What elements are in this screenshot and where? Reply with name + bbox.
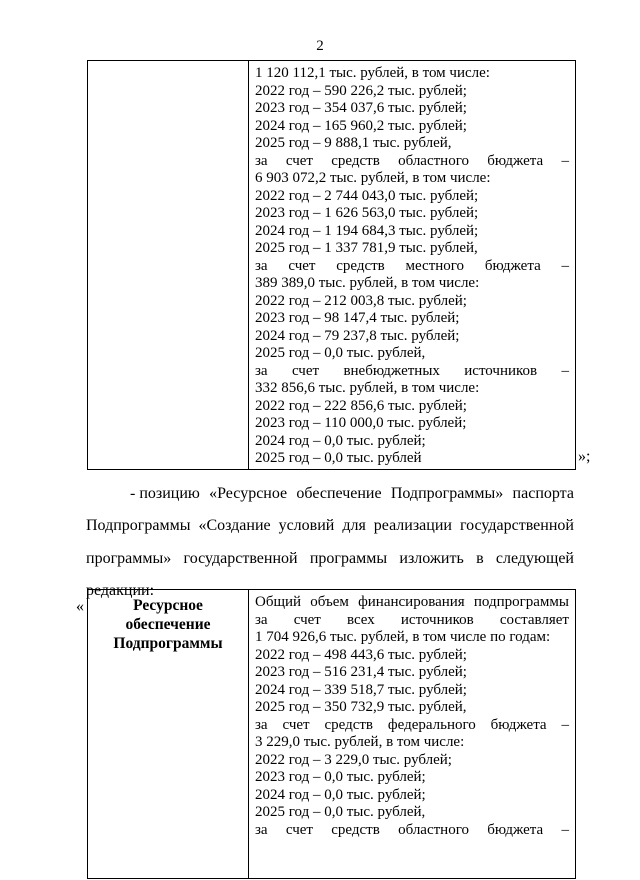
paragraph-line: редакции: [86,582,155,599]
table1-left-cell [88,61,249,470]
text-line: 2023 год – 1 626 563,0 тыс. рублей; [255,205,479,221]
header-line: обеспечение [125,616,211,633]
word: федерального [387,716,476,733]
word: программы [309,550,388,567]
text-line: 2024 год – 0,0 тыс. рублей; [255,432,426,449]
text-line: 2024 год – 0,0 тыс. рублей; [255,786,426,803]
word: изложить [399,550,464,567]
word: государственной [183,550,298,567]
paragraph-line [130,481,574,507]
word: Общий [255,594,302,610]
table1-right-cell [249,61,576,470]
text-line: 6 903 072,2 тыс. рублей, в том числе: [255,170,491,186]
page-number: 2 [316,38,324,54]
text-line [255,822,569,840]
text-line: 2022 год – 590 226,2 тыс. рублей; [255,82,467,99]
word: за [255,611,268,628]
text-line: 2025 год – 0,0 тыс. рублей, [255,345,426,361]
text-line: 2022 год – 222 856,6 тыс. рублей; [255,397,467,414]
word: счет [291,362,320,379]
text-line: 2022 год – 3 229,0 тыс. рублей; [255,751,452,768]
text-line [255,594,569,612]
header-line: Подпрограммы [113,635,223,652]
word: источников [464,362,538,379]
word: бюджета [487,152,544,169]
word: счет [288,257,316,274]
word: в [476,550,484,567]
table2-text [249,590,575,839]
word: счет [282,716,310,733]
word: – [561,716,569,733]
word: составляет [499,611,569,628]
text-line: 3 229,0 тыс. рублей, в том числе: [255,734,465,750]
resource-table-continued [87,60,576,470]
text-line: 2023 год – 354 037,6 тыс. рублей; [255,100,467,116]
text-line: 2023 год – 516 231,4 тыс. рублей; [255,664,467,680]
text-line: 2022 год – 212 003,8 тыс. рублей; [255,292,467,309]
word: условий [278,517,335,534]
text-line: 1 120 112,1 тыс. рублей, в том числе: [255,65,490,81]
word: областного [398,152,469,169]
word: – [561,362,569,379]
text-line [255,258,569,276]
word: для [342,517,366,534]
text-line: 2024 год – 165 960,2 тыс. рублей; [255,117,467,134]
text-line: 2025 год – 350 732,9 тыс. рублей, [255,699,467,715]
word: за [255,716,268,733]
word: источников [400,611,474,628]
word: следующей [495,550,574,567]
word: средств [336,257,385,274]
paragraph-line [86,546,574,572]
word: за [255,821,268,838]
word: «Ресурсное [209,485,288,502]
word: финансирования [358,594,465,610]
text-line: 2024 год – 339 518,7 тыс. рублей; [255,681,467,698]
text-line: 2025 год – 0,0 тыс. рублей, [255,804,426,820]
word: за [255,152,268,169]
table1-text [249,61,575,468]
word: средств [331,821,380,838]
word: за [255,362,268,379]
word: местного [405,257,465,274]
word: реализации [373,517,452,534]
table2-header-text [88,590,248,653]
word: – [561,152,569,169]
word: – [561,821,569,838]
text-line: 2023 год – 110 000,0 тыс. рублей; [255,415,467,431]
resource-table-new [87,589,576,879]
text-line: 2023 год – 98 147,4 тыс. рублей; [255,310,460,326]
text-line: 389 389,0 тыс. рублей, в том числе: [255,275,480,291]
text-line [255,153,569,171]
word: Подпрограммы» [390,485,504,502]
text-line [255,612,569,630]
table1-closing-quote: »; [578,448,591,465]
word: областного [398,821,469,838]
text-line: 2022 год – 2 744 043,0 тыс. рублей; [255,187,479,204]
text-line: 2025 год – 0,0 тыс. рублей [255,450,422,466]
word: – [561,257,569,274]
text-line: 2024 год – 1 194 684,3 тыс. рублей; [255,222,479,239]
word: средств [331,152,380,169]
text-line [255,363,569,381]
word: паспорта [512,485,574,502]
word: подпрограммы [473,594,569,610]
word: бюджета [484,257,541,274]
word: всех [346,611,375,628]
word: бюджета [490,716,547,733]
word: - позицию [130,485,200,502]
word: программы» [86,550,172,567]
text-line: 2023 год – 0,0 тыс. рублей; [255,769,426,785]
word: счет [285,821,313,838]
word: за [255,257,268,274]
table2-header-cell [88,590,249,879]
word: Подпрограммы [86,517,191,534]
text-line: 332 856,6 тыс. рублей, в том числе: [255,380,480,396]
header-line: Ресурсное [133,597,203,614]
text-line: 2025 год – 9 888,1 тыс. рублей, [255,135,452,151]
text-line: 2022 год – 498 443,6 тыс. рублей; [255,646,467,663]
paragraph-line [86,513,574,539]
word: средств [324,716,374,733]
table2-right-cell [249,590,576,879]
word: счет [285,152,313,169]
text-line [255,717,569,735]
text-line: 1 704 926,6 тыс. рублей, в том числе по годам: [255,629,551,645]
text-line: 2024 год – 79 237,8 тыс. рублей; [255,327,460,344]
table2-opening-quote: « [76,598,84,615]
text-line: 2025 год – 1 337 781,9 тыс. рублей, [255,240,478,256]
word: обеспечение [296,485,382,502]
word: счет [293,611,321,628]
word: объем [310,594,349,610]
word: государственной [459,517,574,534]
word: внебюджетных [343,362,440,379]
word: бюджета [487,821,544,838]
word: «Создание [198,517,271,534]
